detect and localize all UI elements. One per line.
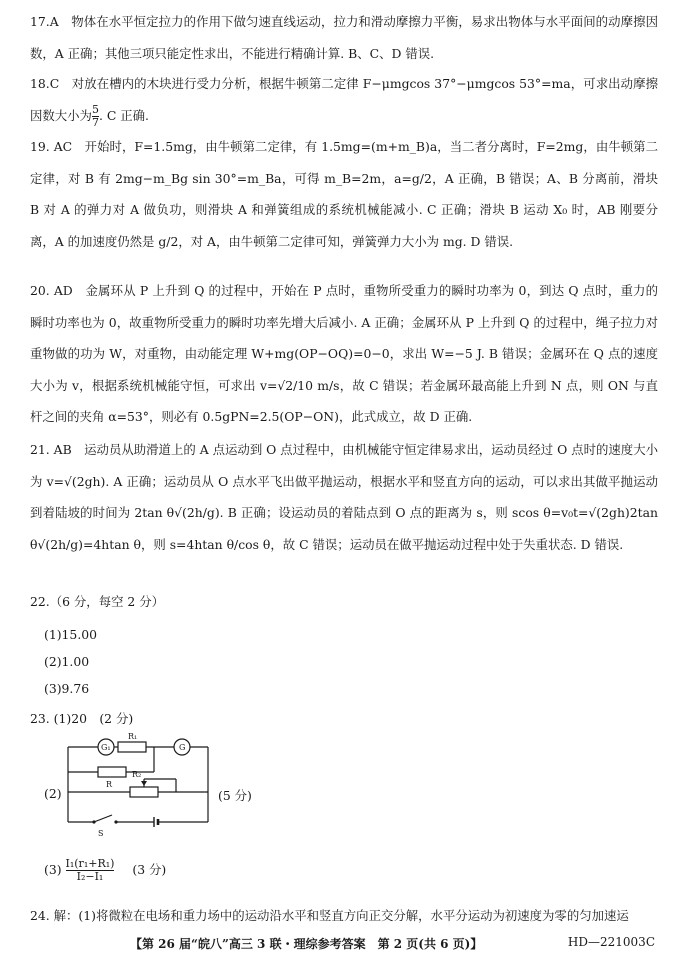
answer-23-part3-label: (3) [44,862,62,877]
fraction-numerator: 5 [91,102,99,116]
answer-24: 24. 解：(1)将微粒在电场和重力场中的运动沿水平和竖直方向正交分解，水平分运动为初速度为零的匀加速运 [30,908,629,923]
answer-19 [30,131,658,257]
answer-23-part2-score: (5 分) [218,788,252,803]
label-r: R [106,780,113,789]
answer-19-number: 19. AC [30,139,73,154]
answer-23-part2-label: (2) [44,786,62,801]
label-r2: R₂ [132,770,142,779]
answer-23-part3 [44,858,166,883]
answer-21-number: 21. AB [30,442,72,457]
answer-19-text: 开始时，F=1.5mg，由牛顿第二定律，有 1.5mg=(m+m_B)a，当二者分离时，F=2mg，由牛顿第二定律，对 B 有 2mg−m_Bg sin 30°=m_Ba，可得 m_B=2m，a=g/2，A 正确，B 错误；A、B 分离前，滑块 B 对 A 的弹力对 A 做负功，则滑块 A 和弹簧组成的系统机械能减小. C 正确；滑块 B 运动 X₀ 时，AB 刚要分离，A 的加速度仍然是 g/2，对 A，由牛顿第二定律可知，弹簧弹力大小为 mg. D 错误. [30,139,658,249]
answer-21-text: 运动员从助滑道上的 A 点运动到 O 点过程中，由机械能守恒定律易求出，运动员经过 O 点时的速度大小为 v=√(2gh). A 正确；运动员从 O 点水平飞出做平抛运动，根据水平和竖直方向的运动，可以求出其做平抛运动到着陆坡的时间为 2tan θ√(2h/g). B 正确；设运动员的着陆点到 O 点的距离为 s，则 scos θ=v₀t=√(2gh)2tan θ√(2h/g)=4htan θ，则 s=4htan θ/cos θ，故 C 错误；运动员在做平抛运动过程中处于失重状态. D 错误. [30,442,659,552]
formula-denominator: I₂−I₁ [66,870,115,883]
label-g1: G₁ [101,743,111,752]
answer-23-formula [66,858,115,883]
footer-title: 【第 26 届“皖八”高三 3 联・理综参考答案 第 2 页(共 6 页)】 [130,937,483,951]
formula-numerator: I₁(r₁+R₁) [65,857,115,870]
answer-17-number: 17.A [30,14,59,29]
fraction-denominator: 7 [91,115,99,129]
label-r1: R₁ [128,732,138,741]
footer-code: HD—221003C [567,935,655,949]
answer-22-heading: 22.（6 分，每空 2 分） [30,594,165,609]
answer-17 [30,6,658,69]
label-s: S [98,829,104,838]
answer-20-text: 金属环从 P 上升到 Q 的过程中，开始在 P 点时，重物所受重力的瞬时功率为 0，到达 Q 点时，重力的瞬时功率也为 0，故重物所受重力的瞬时功率先增大后减小. A 正确；金属环从 P 上升到 Q 的过程中，绳子拉力对重物做的功为 W，对重物，由动能定理 W+mg(OP−OQ)=0−0，求出 W=−5 J. B 错误；金属环在 Q 点的速度大小为 v，根据系统机械能守恒，可求出 v=√2/10 m/s，故 C 错误；若金属环最高能上升到 N 点，则 ON 与直杆之间的夹角 α=53°，则必有 0.5gPN=2.5(OP−ON)，此式成立，故 D 正确. [30,283,658,424]
page-footer [0,935,677,953]
answer-18-text: 对放在槽内的木块进行受力分析，根据牛顿第二定律 F−μmgcos 37°−μmgcos 53°=ma，可求出动摩擦因数大小为 [30,76,659,123]
slider-arrow-icon [141,781,147,786]
answer-17-text: 物体在水平恒定拉力的作用下做匀速直线运动，拉力和滑动摩擦力平衡，易求出物体与水平面间的动摩擦因数，A 正确；其他三项只能定性求出，不能进行精确计算. B、C、D 错误. [30,14,659,61]
answer-21 [30,434,658,560]
answer-20-number: 20. AD [30,283,73,298]
answer-22-part2: (2)1.00 [44,654,90,669]
answer-22-part1: (1)15.00 [44,627,98,642]
label-g2: G [179,743,186,752]
answer-20 [30,275,658,433]
answer-18-number: 18.C [30,76,60,91]
answer-18-conclusion: . C 正确. [98,107,149,123]
answer-23-part3-score: (3 分) [132,862,167,877]
answer-18-fraction [92,104,99,129]
answer-18 [30,68,658,131]
answer-22-part3: (3)9.76 [44,681,90,696]
answer-23-heading: 23. (1)20 (2 分) [30,711,134,726]
circuit-diagram [46,732,286,849]
